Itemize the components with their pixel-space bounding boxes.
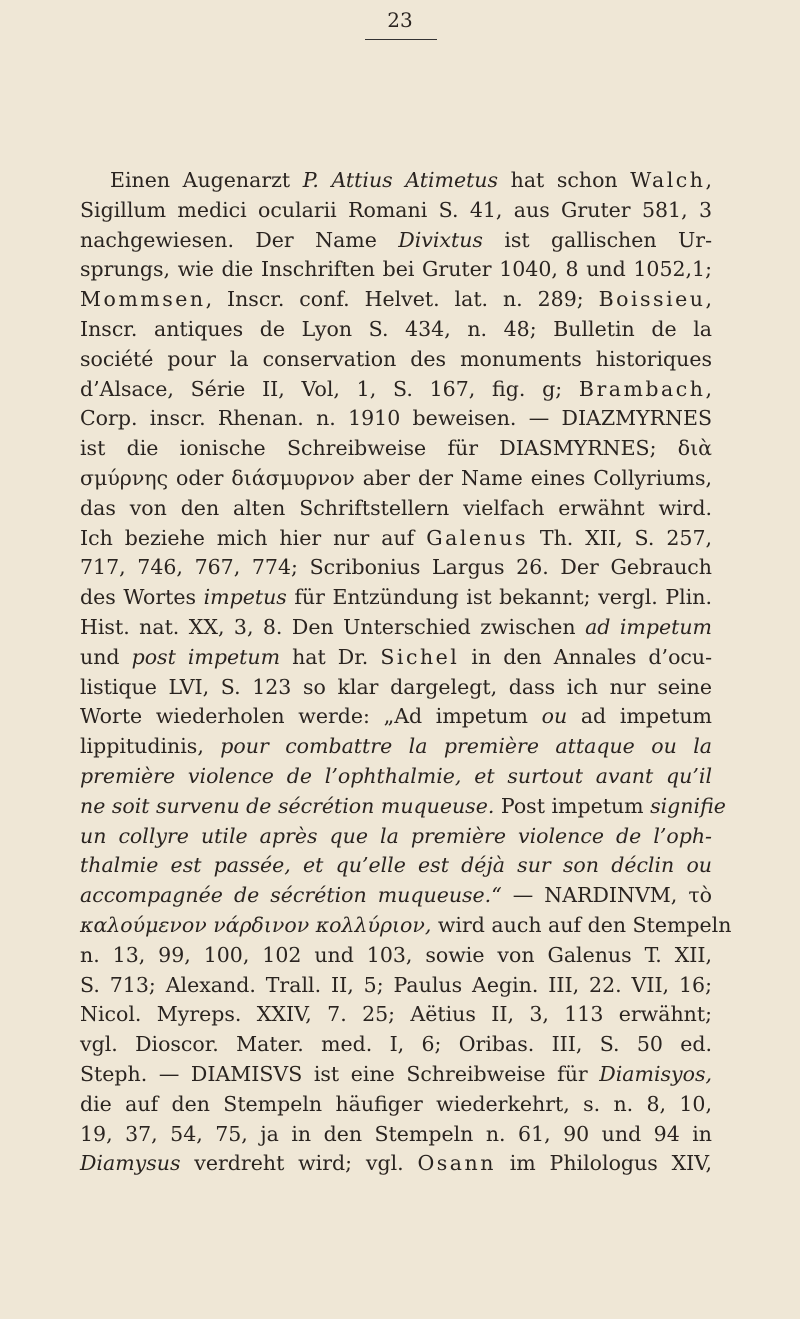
italic-text: P. Attius Atimetus <box>302 168 499 192</box>
italic-text: καλούμενον νάρδινον κολλύριον, <box>80 912 432 937</box>
text-line <box>80 583 712 613</box>
text-line <box>80 196 712 226</box>
text-line <box>80 285 712 315</box>
text-line <box>80 345 712 375</box>
text-segment: nachgewiesen. Der Name <box>80 227 399 252</box>
text-segment: Corp. inscr. Rhenan. n. 1910 beweisen. — DIAZMYRNES <box>80 406 712 431</box>
text-line <box>80 881 712 911</box>
italic-text: Diamysus <box>80 1151 181 1176</box>
text-line <box>80 375 712 405</box>
text-segment: ist gallischen Ur- <box>482 227 712 252</box>
text-segment: im Philologus XIV, <box>495 1151 712 1176</box>
text-line <box>80 732 712 762</box>
text-segment: vgl. Dioscor. Mater. med. I, 6; Oribas. III, S. 50 ed. <box>80 1032 712 1057</box>
text-segment: das von den alten Schriftstellern vielfach erwähnt wird. <box>80 495 712 520</box>
text-segment: für Entzündung ist bekannt; vergl. Plin. <box>286 585 712 610</box>
spaced-name: Walch <box>630 168 706 192</box>
text-segment: , <box>705 168 712 192</box>
text-segment: ad impetum <box>567 704 712 729</box>
text-segment: Einen Augenarzt <box>110 168 303 192</box>
italic-text: un collyre utile après que la première violence de l’oph- <box>80 823 712 848</box>
text-line <box>80 494 712 524</box>
text-line <box>80 1090 712 1120</box>
text-segment: sprungs, wie die Inschriften bei Gruter 1040, 8 und 1052,1; <box>80 257 712 282</box>
text-line <box>80 1060 712 1090</box>
text-segment: listique LVI, S. 123 so klar dargelegt, dass ich nur seine <box>80 674 712 699</box>
text-line <box>80 911 732 941</box>
text-segment: Steph. — DIAMISVS ist eine Schreibweise für <box>80 1061 600 1086</box>
text-line <box>80 226 712 256</box>
italic-text: ou <box>541 704 568 729</box>
text-line <box>80 553 712 583</box>
italic-text: ad impetum <box>585 614 712 639</box>
italic-text: Divixtus <box>398 227 483 252</box>
text-segment: in den Annales d’ocu- <box>459 644 713 669</box>
text-line <box>80 941 712 971</box>
text-line <box>80 1000 712 1030</box>
text-segment: , <box>705 376 712 401</box>
text-line <box>80 851 712 881</box>
text-segment: Post impetum <box>494 793 651 818</box>
text-segment: Th. XII, S. 257, <box>527 525 713 550</box>
page-number-rule <box>365 39 437 40</box>
text-line <box>80 673 712 703</box>
text-segment: hat schon <box>498 168 631 192</box>
text-line <box>80 1030 712 1060</box>
text-segment: Ich beziehe mich hier nur auf <box>80 525 427 550</box>
text-line <box>80 971 712 1001</box>
text-segment: , <box>705 287 712 312</box>
text-segment: und <box>80 644 132 669</box>
text-segment: σμύρνης oder διάσμυρνον aber der Name eines Collyriums, <box>80 465 712 490</box>
text-segment: 717, 746, 767, 774; Scribonius Largus 26. Der Gebrauch <box>80 555 712 580</box>
spaced-name: Brambach <box>578 376 706 401</box>
text-segment: verdreht wird; vgl. <box>180 1151 418 1176</box>
text-line <box>80 404 712 434</box>
spaced-name: Boissieu <box>598 287 706 312</box>
text-segment: wird auch auf den Stempeln <box>431 912 732 937</box>
text-segment: ist die ionische Schreibweise für DIASMYRNES; διὰ <box>80 436 712 461</box>
text-line <box>80 315 712 345</box>
body-text <box>80 166 732 1179</box>
text-line <box>80 1120 712 1150</box>
italic-text: impetus <box>203 585 287 610</box>
italic-text: post impetum <box>131 644 281 669</box>
text-segment: die auf den Stempeln häufiger wiederkehrt, s. n. 8, 10, <box>80 1091 712 1116</box>
text-segment: Sigillum medici ocularii Romani S. 41, aus Gruter 581, 3 <box>80 197 712 222</box>
text-segment: — NARDINVM, τὸ <box>501 883 712 908</box>
text-line <box>80 464 712 494</box>
text-segment: Nicol. Myreps. XXIV, 7. 25; Aëtius II, 3, 113 erwähnt; <box>80 1002 712 1027</box>
italic-text: thalmie est passée, et qu’elle est déjà sur son déclin ou <box>80 853 712 878</box>
text-line <box>80 166 712 196</box>
spaced-name: Galenus <box>426 525 528 550</box>
text-line <box>80 613 712 643</box>
spaced-name: Osann <box>417 1151 496 1176</box>
italic-text: première violence de l’ophthalmie, et surtout avant qu’il <box>80 763 712 788</box>
text-line <box>80 255 712 285</box>
text-segment: Hist. nat. XX, 3, 8. Den Unterschied zwischen <box>80 614 586 639</box>
text-segment: hat Dr. <box>280 644 381 669</box>
italic-text: signifie <box>650 793 726 818</box>
text-segment: n. 13, 99, 100, 102 und 103, sowie von Galenus T. XII, <box>80 942 712 967</box>
text-line <box>80 1149 712 1179</box>
text-line <box>80 822 712 852</box>
text-segment: lippitudinis, <box>80 734 221 759</box>
text-line <box>80 524 712 554</box>
text-segment: des Wortes <box>80 585 204 610</box>
text-line <box>80 702 712 732</box>
italic-text: accompagnée de sécrétion muqueuse.“ <box>80 883 502 908</box>
text-segment: d’Alsace, Série II, Vol, 1, S. 167, fig. g; <box>80 376 579 401</box>
text-line <box>80 762 712 792</box>
spaced-name: Sichel <box>380 644 460 669</box>
spaced-name: Mommsen <box>80 287 206 312</box>
italic-text: ne soit survenu de sécrétion muqueuse. <box>80 793 495 818</box>
text-segment: Inscr. antiques de Lyon S. 434, n. 48; Bulletin de la <box>80 316 712 341</box>
text-line <box>80 792 726 822</box>
text-segment: 19, 37, 54, 75, ja in den Stempeln n. 61, 90 und 94 in <box>80 1121 712 1146</box>
text-segment: , Inscr. conf. Helvet. lat. n. 289; <box>205 287 599 312</box>
text-segment: Worte wiederholen werde: „Ad impetum <box>80 704 542 729</box>
italic-text: pour combattre la première attaque ou la <box>220 734 712 759</box>
page-number: 23 <box>387 8 413 32</box>
text-line <box>80 434 712 464</box>
text-line <box>80 643 712 673</box>
italic-text: Diamisyos, <box>599 1061 712 1086</box>
text-segment: société pour la conservation des monuments historiques <box>80 346 712 371</box>
text-segment: S. 713; Alexand. Trall. II, 5; Paulus Aegin. III, 22. VII, 16; <box>80 972 712 997</box>
